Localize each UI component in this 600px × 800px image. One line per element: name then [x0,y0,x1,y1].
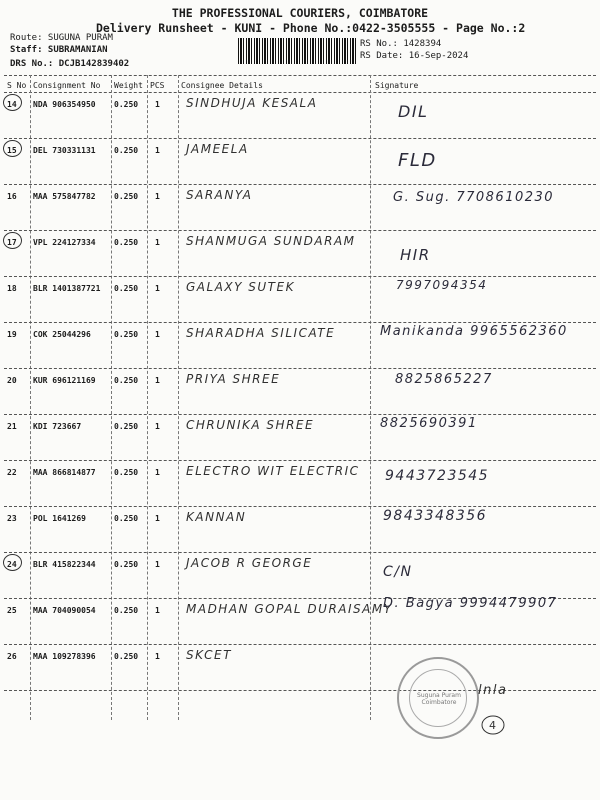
row-weight: 0.250 [114,238,139,247]
row-divider [4,184,596,185]
row-signature: D. Bagya 9994479907 [383,596,558,611]
row-pcs: 1 [155,514,160,523]
row-sno: 21 [7,422,17,431]
row-weight: 0.250 [114,100,139,109]
row-divider [4,138,596,139]
row-signature: 9843348356 [383,508,488,524]
seal-inner-text: Suguna Puram Coimbatore [417,692,461,706]
row-signature: 8825690391 [380,416,478,431]
row-weight: 0.250 [114,330,139,339]
route-label: Route: SUGUNA PURAM [10,33,113,43]
row-consignee-name: SKCET [186,648,232,662]
table-row [0,372,600,422]
svg-text:4: 4 [489,719,496,732]
row-sno: 25 [7,606,17,615]
row-sno: 24 [7,560,17,569]
row-consignment-no: KUR 696121169 [33,376,96,385]
row-pcs: 1 [155,606,160,615]
row-divider [4,506,596,507]
row-divider [4,230,596,231]
row-consignment-no: POL 1641269 [33,514,86,523]
row-pcs: 1 [155,100,160,109]
row-consignee-name: CHRUNIKA SHREE [186,418,315,432]
col-header-sno: S No [7,81,27,90]
row-consignment-no: COK 25044296 [33,330,91,339]
circled-4-mark [480,714,506,736]
seal-inner-ring [409,669,467,727]
row-consignment-no: BLR 415822344 [33,560,96,569]
row-divider [4,276,596,277]
table-row [0,648,600,698]
barcode-image [238,38,356,64]
col-header-signature: Signature [375,81,419,90]
col-header-weight: Weight [114,81,143,90]
row-weight: 0.250 [114,376,139,385]
runsheet-subtitle: Delivery Runsheet - KUNI - Phone No.:0422-3505555 - Page No.:2 [96,21,526,35]
rs-number: RS No.: 1428394 [360,39,442,49]
row-sno: 22 [7,468,17,477]
row-signature: 9443723545 [385,468,490,484]
row-pcs: 1 [155,652,160,661]
row-divider [4,414,596,415]
row-signature: C/N [383,564,413,580]
staff-label: Staff: SUBRAMANIAN [10,45,108,55]
row-consignee-name: ELECTRO WIT ELECTRIC [186,464,360,478]
row-consignee-name: SINDHUJA KESALA [186,96,318,110]
row-sno: 19 [7,330,17,339]
row-consignee-name: JAMEELA [186,142,249,156]
table-row [0,416,600,468]
row-sno: 20 [7,376,17,385]
row-signature: 7997094354 [396,278,488,292]
row-signature: 8825865227 [395,372,493,387]
row-divider [4,322,596,323]
row-consignee-name: PRIYA SHREE [186,372,281,386]
row-consignee-name: SHANMUGA SUNDARAM [186,234,356,248]
row-weight: 0.250 [114,606,139,615]
header-divider-top [4,75,596,76]
row-consignment-no: MAA 704090054 [33,606,96,615]
row-weight: 0.250 [114,422,139,431]
row-sno: 14 [7,100,17,109]
row-consignee-name: MADHAN GOPAL DURAISAMY [186,602,393,616]
row-divider [4,460,596,461]
row-pcs: 1 [155,192,160,201]
company-title: THE PROFESSIONAL COURIERS, COIMBATORE [171,6,429,20]
row-pcs: 1 [155,468,160,477]
header-divider-bottom [4,92,596,93]
row-signature: FLD [398,150,437,171]
row-weight: 0.250 [114,652,139,661]
row-divider [4,552,596,553]
row-pcs: 1 [155,330,160,339]
row-consignment-no: DEL 730331131 [33,146,96,155]
row-consignee-name: KANNAN [186,510,247,524]
drs-number: DRS No.: DCJB142839402 [10,59,130,69]
row-weight: 0.250 [114,514,139,523]
row-pcs: 1 [155,560,160,569]
row-consignment-no: NDA 906354950 [33,100,96,109]
rs-date: RS Date: 16-Sep-2024 [360,51,469,61]
row-weight: 0.250 [114,146,139,155]
row-sno: 17 [7,238,17,247]
row-pcs: 1 [155,376,160,385]
row-pcs: 1 [155,284,160,293]
row-signature: G. Sug. 7708610230 [393,190,555,205]
col-header-consignment: Consignment No [33,81,101,90]
receiver-initials: lnla [478,683,508,698]
row-weight: 0.250 [114,468,139,477]
table-row [0,464,600,514]
row-consignment-no: KDI 723667 [33,422,82,431]
row-weight: 0.250 [114,192,139,201]
row-consignment-no: MAA 866814877 [33,468,96,477]
row-sno: 16 [7,192,17,201]
col-header-pcs: PCS [150,81,165,90]
col-header-consignee: Consignee Details [181,81,263,90]
row-consignment-no: MAA 109278396 [33,652,96,661]
row-signature: DIL [398,102,429,121]
row-signature: HIR [400,246,431,264]
row-consignee-name: SHARADHA SILICATE [186,326,336,340]
table-row [0,596,600,652]
row-sno: 18 [7,284,17,293]
college-seal-stamp [397,657,479,739]
table-row [0,324,600,376]
row-consignee-name: SARANYA [186,188,253,202]
row-weight: 0.250 [114,560,139,569]
row-sno: 26 [7,652,17,661]
row-weight: 0.250 [114,284,139,293]
row-consignee-name: JACOB R GEORGE [186,556,313,570]
row-sno: 15 [7,146,17,155]
row-pcs: 1 [155,238,160,247]
table-row [0,508,600,560]
row-consignee-name: GALAXY SUTEK [186,280,295,294]
row-divider [4,644,596,645]
row-divider [4,368,596,369]
table-row [0,96,600,146]
row-consignment-no: BLR 1401387721 [33,284,101,293]
table-row [0,234,600,284]
row-sno: 23 [7,514,17,523]
row-signature: Manikanda 9965562360 [380,324,568,339]
table-row [0,142,600,192]
table-row [0,188,600,238]
row-pcs: 1 [155,146,160,155]
row-pcs: 1 [155,422,160,431]
row-consignment-no: VPL 224127334 [33,238,96,247]
row-consignment-no: MAA 575847782 [33,192,96,201]
